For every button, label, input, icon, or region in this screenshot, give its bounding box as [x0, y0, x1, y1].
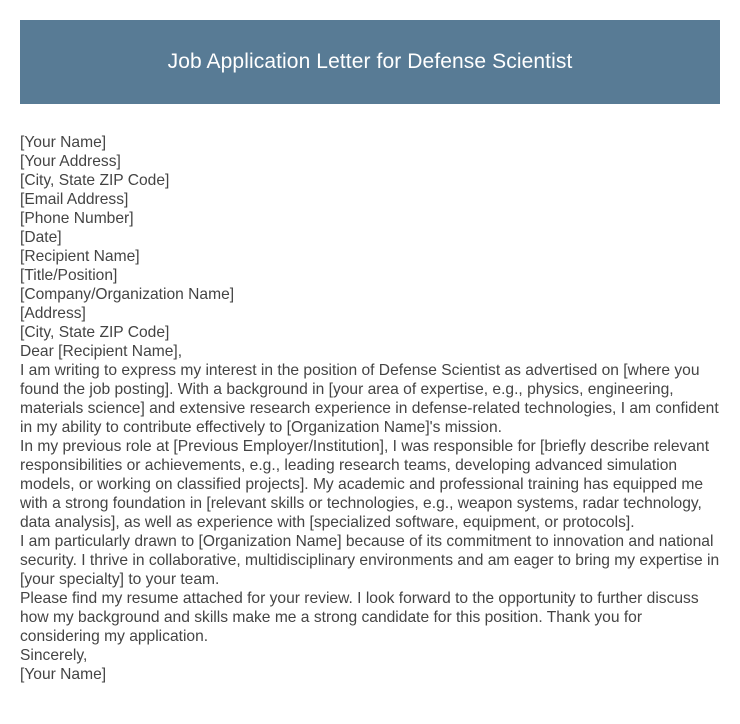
- recipient-name: [Recipient Name]: [20, 248, 140, 265]
- letter-body: [20, 133, 722, 684]
- sender-city-state-zip: [City, State ZIP Code]: [20, 172, 170, 189]
- paragraph-intro: I am writing to express my interest in the position of Defense Scientist as advertised on [where you found the job posting]. With a background in [your area of expertise, e.g., physics, engineering, materials science] and extensive research experience in defense-related technologies, I am confident in my ability to contribute effectively to [Organization Name]'s mission.: [20, 362, 719, 436]
- page-header: [20, 20, 720, 104]
- letter-date: [Date]: [20, 229, 62, 246]
- recipient-organization: [Company/Organization Name]: [20, 286, 235, 303]
- recipient-address: [Address]: [20, 305, 86, 322]
- paragraph-motivation: I am particularly drawn to [Organization Name] because of its commitment to innovation and national security. I thrive in collaborative, multidisciplinary environments and am eager to bring my expertise in [your specialty] to your team.: [20, 533, 720, 588]
- sender-address: [Your Address]: [20, 153, 121, 170]
- paragraph-closing: Please find my resume attached for your review. I look forward to the opportunity to further discuss how my background and skills make me a strong candidate for this position. Thank you for considering my application.: [20, 590, 699, 645]
- sender-email: [Email Address]: [20, 191, 129, 208]
- recipient-city-state-zip: [City, State ZIP Code]: [20, 324, 170, 341]
- signature: [Your Name]: [20, 666, 107, 683]
- paragraph-experience: In my previous role at [Previous Employer/Institution], I was responsible for [briefly describe relevant responsibilities or achievements, e.g., leading research teams, developing advanced simulation models, or working on classified projects]. My academic and professional training has equipped me with a strong foundation in [relevant skills or technologies, e.g., weapon systems, radar technology, data analysis], as well as experience with [specialized software, equipment, or protocols].: [20, 438, 710, 531]
- sender-name: [Your Name]: [20, 134, 107, 151]
- page-title: Job Application Letter for Defense Scientist: [167, 50, 573, 73]
- salutation: Dear [Recipient Name],: [20, 343, 183, 360]
- sender-phone: [Phone Number]: [20, 210, 134, 227]
- closing: Sincerely,: [20, 647, 88, 664]
- recipient-title: [Title/Position]: [20, 267, 118, 284]
